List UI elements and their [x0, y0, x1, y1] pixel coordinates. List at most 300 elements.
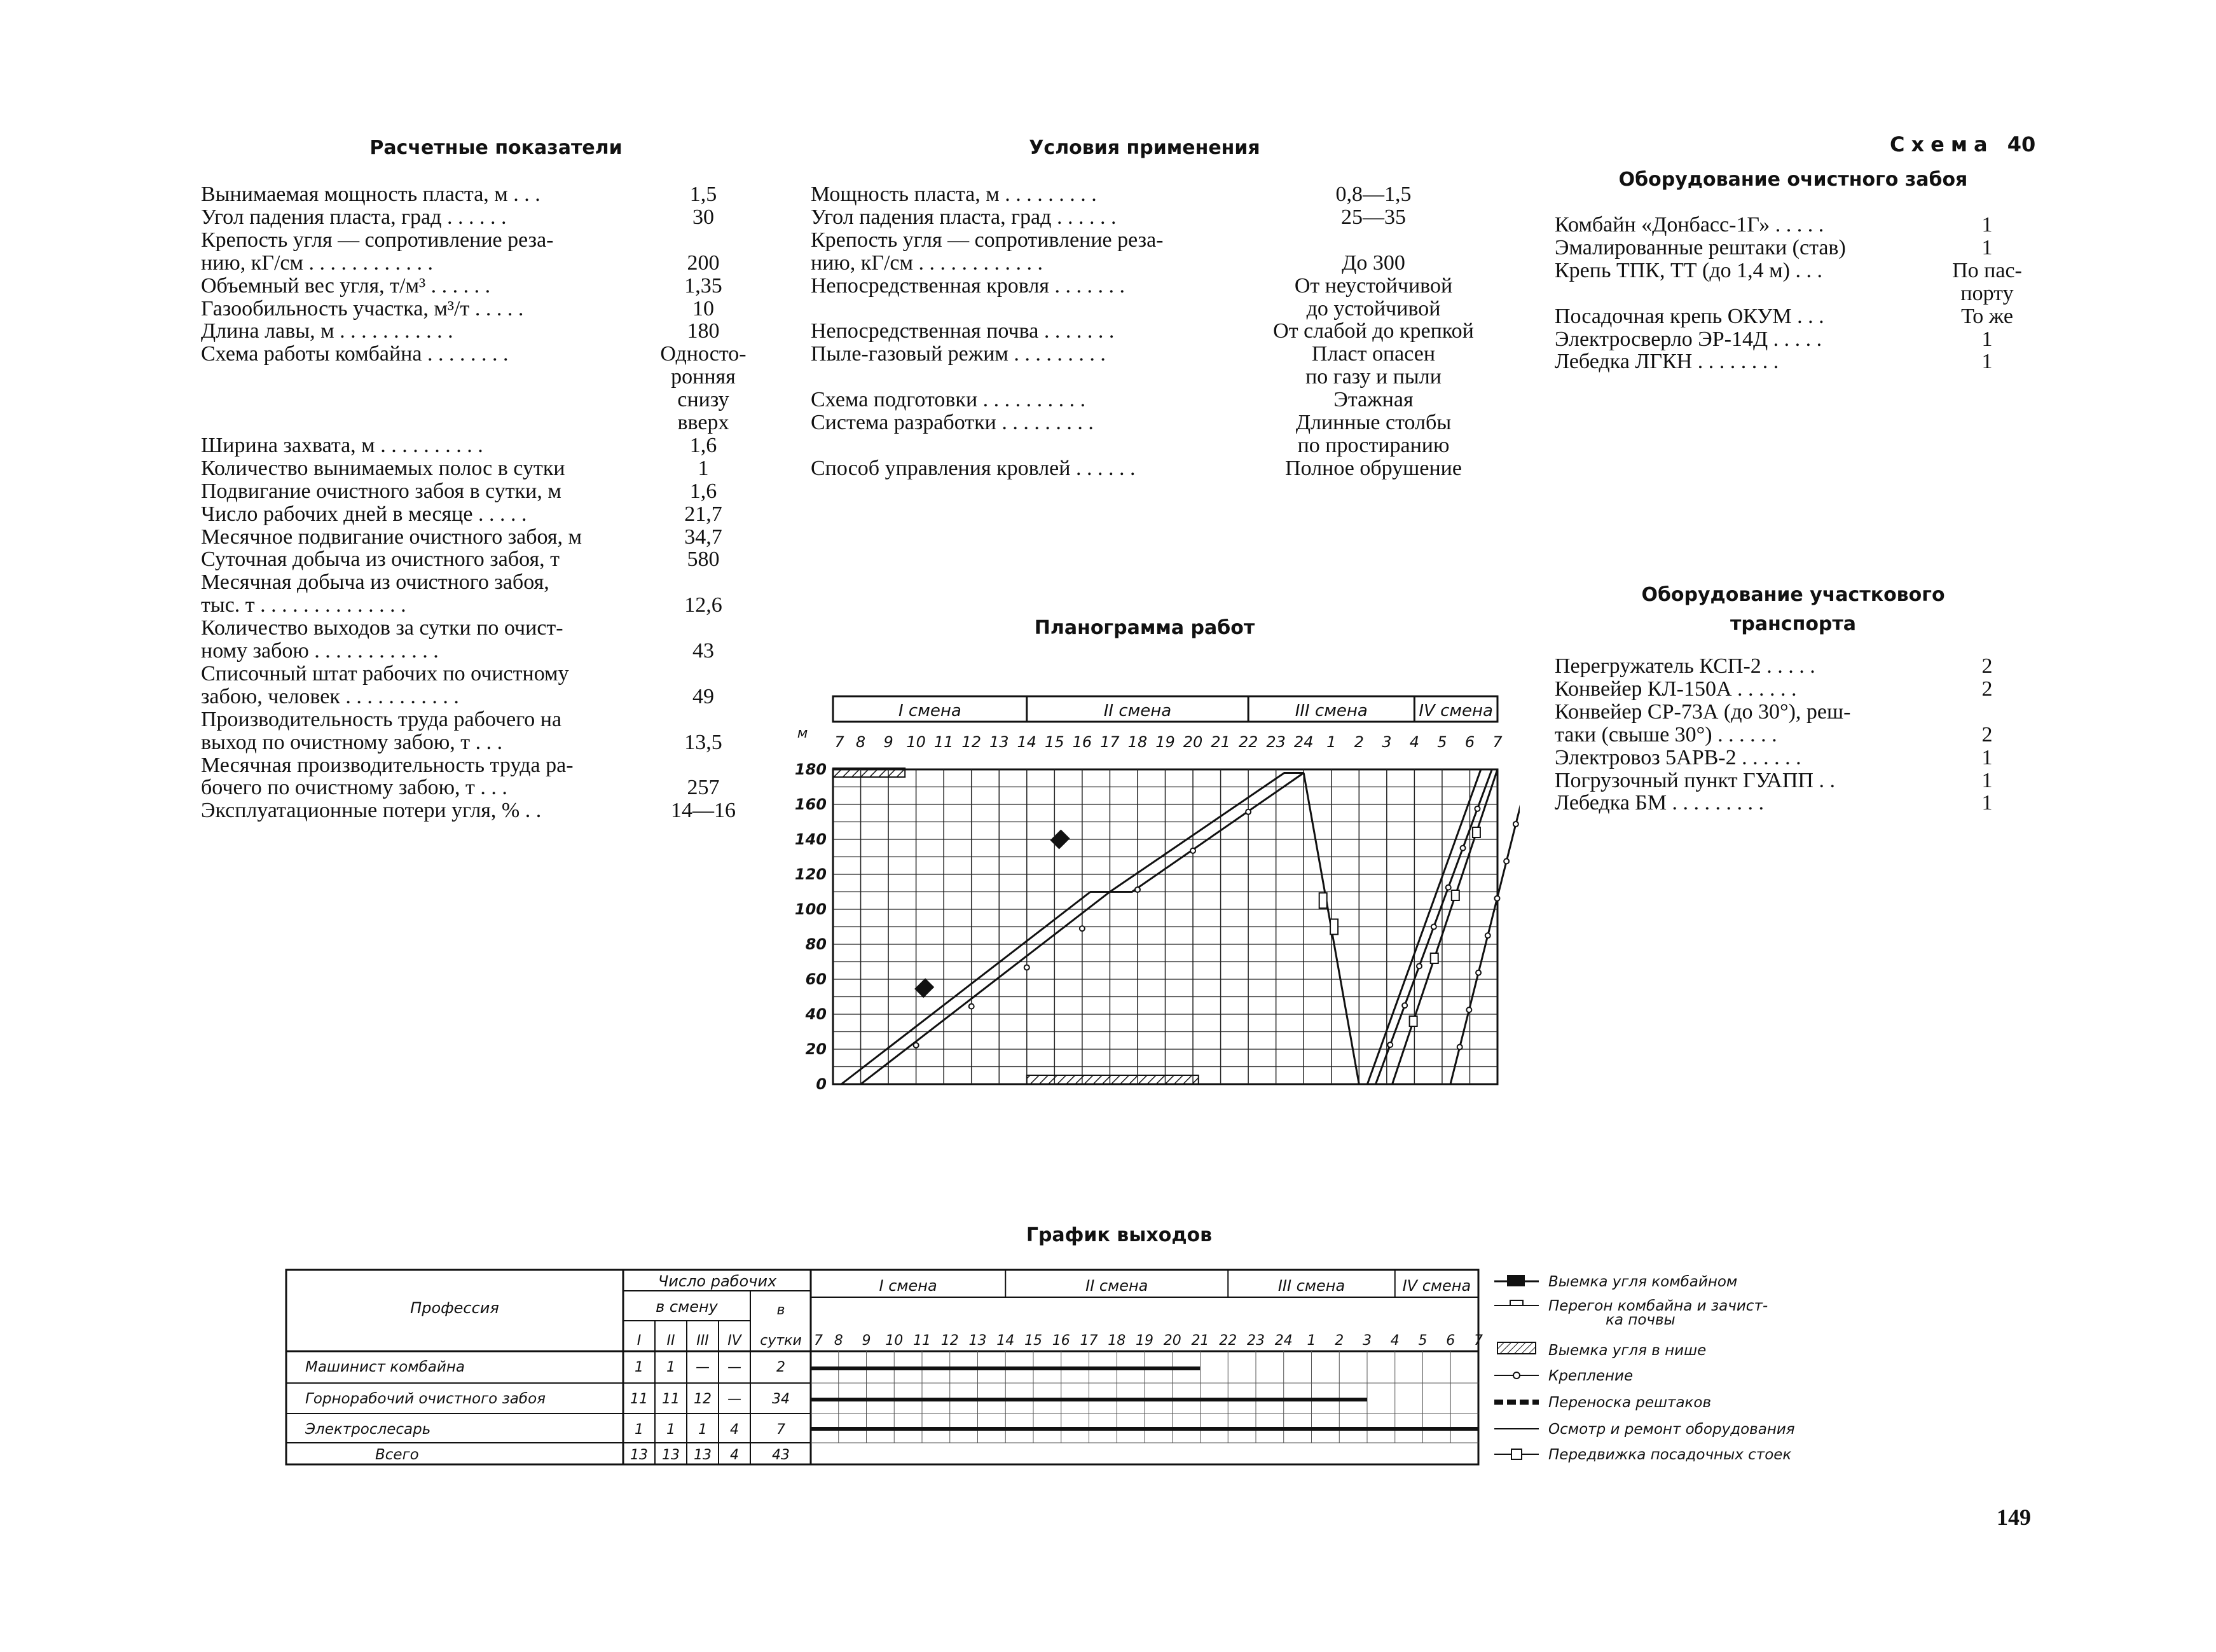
worker-count: 4: [730, 1447, 739, 1463]
hour-label: 7: [1492, 733, 1503, 751]
worker-count: 11: [630, 1391, 648, 1407]
table-row: [811, 206, 1497, 229]
support-marker: [1387, 1042, 1393, 1047]
worker-count: —: [727, 1391, 741, 1407]
row-label: Списочный штат рабочих по очистному: [201, 662, 569, 685]
row-value: 14—16: [671, 799, 736, 823]
shift-label: IV смена: [1402, 1277, 1471, 1295]
row-label: Производительность труда рабочего на: [201, 708, 562, 731]
hour-label: 12: [940, 1333, 959, 1349]
legend-label: Перегон комбайна и зачист-: [1548, 1298, 1768, 1314]
table-row: [1555, 701, 2038, 724]
row-value: 13,5: [684, 730, 722, 754]
row-value: 12,6: [684, 593, 722, 617]
hour-label: 13: [989, 733, 1009, 751]
table-row: [201, 731, 760, 754]
support-marker: [1485, 933, 1490, 938]
support-marker: [1080, 926, 1085, 931]
row-value: По пас-: [1952, 258, 2022, 282]
support-marker: [1402, 1003, 1407, 1008]
table-row: [201, 434, 760, 457]
worker-count: 1: [635, 1422, 643, 1438]
hour-label: 17: [1080, 1333, 1098, 1349]
row-label: Комбайн «Донбасс-1Г» . . . . .: [1555, 214, 1824, 237]
col-workers: Число рабочих: [657, 1272, 777, 1290]
niche-upper: [833, 768, 905, 777]
row-label: Объемный вес угля, т/м³ . . . . . .: [201, 274, 491, 298]
hour-label: 5: [1437, 733, 1447, 751]
row-value: 1: [1981, 213, 1993, 237]
hour-label: 21: [1211, 733, 1230, 751]
hour-label: 12: [961, 733, 981, 751]
row-label: Месячная производительность труда ра-: [201, 754, 574, 777]
hour-label: 11: [913, 1333, 931, 1349]
row-label: Крепость угля — сопротивление реза-: [201, 228, 554, 252]
support-marker: [1457, 1045, 1462, 1050]
table-row: [1555, 214, 2038, 237]
col-per-day: сутки: [760, 1333, 802, 1349]
hour-label: 6: [1446, 1333, 1456, 1349]
worker-count: —: [727, 1359, 741, 1375]
row-label: нию, кГ/см . . . . . . . . . . . .: [811, 251, 1043, 275]
shift-label: III смена: [1295, 701, 1368, 720]
support-marker: [1417, 963, 1422, 968]
row-value: То же: [1961, 304, 2013, 328]
row-label: забою, человек . . . . . . . . . . .: [201, 685, 459, 708]
table-row: [1555, 282, 2038, 305]
worker-count: 12: [694, 1391, 712, 1407]
row-label: Способ управления кровлей . . . . . .: [811, 457, 1136, 480]
row-label: Количество выходов за сутки по очист-: [201, 617, 563, 640]
table-row: [811, 252, 1497, 275]
row-label: Электровоз 5АРВ-2 . . . . . .: [1555, 746, 1801, 769]
support-marker: [1504, 858, 1509, 864]
table-row: [201, 183, 760, 206]
hour-label: 3: [1363, 1333, 1372, 1349]
row-label: Непосредственная почва . . . . . . .: [811, 320, 1115, 343]
y-tick-label: 120: [794, 865, 827, 883]
day-total: 43: [772, 1447, 790, 1463]
table-row: [811, 457, 1497, 480]
worker-count: 4: [730, 1422, 739, 1438]
table-row: [201, 411, 760, 434]
row-label: Посадочная крепь ОКУМ . . .: [1555, 305, 1824, 328]
hour-label: 13: [968, 1333, 987, 1349]
col-profession: Профессия: [410, 1299, 499, 1317]
hour-label: 18: [1127, 733, 1148, 751]
shift-label: I смена: [879, 1277, 937, 1295]
row-label: Газообильность участка, м³/т . . . . .: [201, 297, 524, 320]
profession-name: Машинист комбайна: [305, 1359, 465, 1375]
cond-table: [811, 183, 1497, 488]
hour-label: 2: [1354, 733, 1364, 751]
row-label: нию, кГ/см . . . . . . . . . . . .: [201, 251, 434, 275]
row-value: 1: [1981, 745, 1993, 769]
day-total: 34: [772, 1391, 790, 1407]
hour-label: 24: [1293, 733, 1314, 751]
worker-count: 13: [662, 1447, 680, 1463]
calc-title: Расчетные показатели: [369, 137, 623, 159]
series-line: [841, 773, 1304, 1085]
row-value: по газу и пыли: [1305, 365, 1442, 389]
prop-marker: [1410, 1016, 1417, 1026]
hour-label: 7: [834, 733, 844, 751]
table-row: [1555, 655, 2038, 678]
shift-label: I смена: [898, 701, 961, 720]
hour-label: 4: [1409, 733, 1420, 751]
table-row: [811, 183, 1497, 206]
col-per-shift: в смену: [656, 1298, 718, 1316]
table-row: [1555, 678, 2038, 701]
support-marker: [1024, 965, 1029, 970]
hour-label: 19: [1136, 1333, 1153, 1349]
profession-name: Электрослесарь: [305, 1421, 431, 1438]
row-label: Схема работы комбайна . . . . . . . .: [201, 343, 509, 366]
row-value: снизу: [677, 388, 729, 412]
table-row: [201, 320, 760, 343]
hour-label: 7: [1474, 1333, 1483, 1349]
hour-label: 22: [1238, 733, 1258, 751]
row-value: порту: [1960, 281, 2014, 305]
hour-label: 4: [1390, 1333, 1400, 1349]
hour-label: 10: [885, 1333, 904, 1349]
support-marker: [1461, 846, 1466, 851]
table-row: [811, 275, 1497, 298]
table-row: [201, 685, 760, 708]
row-label: Угол падения пласта, град . . . . . .: [811, 205, 1117, 229]
planogram-title: Планограмма работ: [1034, 617, 1255, 639]
support-marker: [1494, 896, 1499, 901]
hour-label: 24: [1274, 1333, 1293, 1349]
worker-count: 1: [666, 1422, 675, 1438]
calc-table: [201, 183, 760, 832]
worker-count: 1: [666, 1359, 675, 1375]
profession-name: Всего: [375, 1447, 419, 1463]
hour-label: 23: [1266, 733, 1286, 751]
hour-label: 8: [834, 1333, 843, 1349]
y-tick-label: 160: [794, 795, 827, 813]
hour-label: 21: [1191, 1333, 1209, 1349]
table-row: [201, 617, 760, 640]
hour-label: 11: [933, 733, 954, 751]
hour-label: 19: [1155, 733, 1175, 751]
hour-label: 6: [1464, 733, 1475, 751]
hour-label: 17: [1100, 733, 1120, 751]
row-label: Конвейер КЛ-150А . . . . . .: [1555, 677, 1797, 701]
hour-label: 9: [862, 1333, 871, 1349]
table-row: [811, 298, 1497, 320]
hour-label: 15: [1024, 1333, 1042, 1349]
legend-label: Переноска рештаков: [1548, 1394, 1712, 1411]
hour-label: 14: [1017, 733, 1037, 751]
hour-label: 18: [1108, 1333, 1126, 1349]
y-unit-label: м: [797, 726, 808, 741]
row-label: Погрузочный пункт ГУАПП . .: [1555, 769, 1835, 792]
row-value: до устойчивой: [1306, 296, 1441, 320]
row-label: Месячная добыча из очистного забоя,: [201, 571, 549, 595]
combine-mark: [1050, 829, 1070, 849]
row-value: 2: [1981, 722, 1993, 747]
table-row: [1555, 724, 2038, 747]
hour-label: 7: [814, 1333, 823, 1349]
transport-table: [1555, 655, 2038, 820]
worker-count: 13: [694, 1447, 712, 1463]
row-label: Эмалированные рештаки (став): [1555, 236, 1846, 259]
row-value: 10: [692, 296, 714, 320]
row-label: Число рабочих дней в месяце . . . . .: [201, 502, 527, 526]
combine-mark: [914, 978, 934, 998]
hour-label: 1: [1307, 1333, 1316, 1349]
row-value: 1: [698, 456, 709, 480]
row-value: До 300: [1342, 251, 1405, 275]
table-row: [201, 663, 760, 685]
hour-label: 23: [1247, 1333, 1265, 1349]
table-row: [201, 526, 760, 549]
table-row: [811, 366, 1497, 389]
table-row: [201, 298, 760, 320]
y-tick-label: 0: [816, 1075, 827, 1093]
row-value: Длинные столбы: [1295, 411, 1452, 434]
table-row: [201, 799, 760, 822]
hour-label: 20: [1183, 733, 1203, 751]
row-value: 1: [1981, 350, 1993, 374]
support-marker: [1513, 822, 1518, 827]
table-row: [201, 480, 760, 503]
row-value: 200: [687, 251, 720, 275]
hour-label: 16: [1052, 1333, 1070, 1349]
row-value: 21,7: [684, 502, 722, 526]
table-row: [1555, 328, 2038, 351]
table-row: [201, 366, 760, 389]
legend-label: Выемка угля в нише: [1548, 1342, 1707, 1359]
row-label: Электросверло ЭР-14Д . . . . .: [1555, 327, 1822, 351]
table-row: [1555, 769, 2038, 792]
row-label: Подвигание очистного забоя в сутки, м: [201, 479, 561, 503]
y-tick-label: 60: [805, 970, 827, 988]
hour-label: 3: [1382, 733, 1392, 751]
shift-col-label: III: [696, 1333, 709, 1349]
row-label: Вынимаемая мощность пласта, м . . .: [201, 183, 540, 206]
row-label: Угол падения пласта, град . . . . . .: [201, 205, 507, 229]
row-value: 2: [1981, 654, 1993, 678]
support-marker: [1431, 925, 1436, 930]
row-value: 0,8—1,5: [1335, 182, 1412, 206]
table-row: [201, 457, 760, 480]
support-marker: [1476, 970, 1481, 975]
row-value: Этажная: [1333, 388, 1414, 412]
support-marker: [1466, 1007, 1471, 1012]
schedule-title: График выходов: [1026, 1224, 1213, 1246]
row-label: Ширина захвата, м . . . . . . . . . .: [201, 434, 483, 457]
hour-label: 1: [1326, 733, 1337, 751]
row-label: Конвейер СР-73А (до 30°), реш-: [1555, 700, 1851, 724]
hour-label: 14: [996, 1333, 1015, 1349]
table-row: [201, 708, 760, 731]
row-value: 180: [687, 319, 720, 343]
table-row: [811, 229, 1497, 252]
schedule-table: [280, 1262, 1488, 1472]
hour-label: 9: [883, 733, 893, 751]
hour-label: 2: [1335, 1333, 1344, 1349]
table-row: [201, 389, 760, 411]
table-row: [201, 571, 760, 594]
planogram-chart: [788, 687, 1520, 1094]
row-value: 1: [1981, 327, 1993, 351]
y-tick-label: 100: [794, 900, 827, 918]
travel-mark: [1330, 919, 1338, 935]
row-label: Перегружатель КСП-2 . . . . .: [1555, 655, 1815, 678]
row-value: 25—35: [1341, 205, 1406, 229]
row-value: ронняя: [671, 365, 736, 389]
row-value: 1: [1981, 768, 1993, 792]
scheme-word: Схема: [1890, 132, 1994, 156]
row-value: вверх: [677, 411, 729, 434]
worker-count: 13: [630, 1447, 648, 1463]
profession-name: Горнорабочий очистного забоя: [305, 1391, 546, 1407]
legend-sym-props: [1511, 1449, 1522, 1459]
row-value: 580: [687, 547, 720, 572]
row-label: бочего по очистному забою, т . . .: [201, 776, 507, 800]
y-tick-label: 140: [794, 830, 827, 848]
row-value: Пласт опасен: [1311, 342, 1436, 366]
row-value: 1: [1981, 235, 1993, 259]
row-label: Количество вынимаемых полос в сутки: [201, 457, 565, 480]
niche-lower: [1027, 1075, 1199, 1084]
table-row: [201, 503, 760, 526]
table-row: [811, 411, 1497, 434]
transport-title-line2: транспорта: [1730, 613, 1857, 635]
row-label: Мощность пласта, м . . . . . . . . .: [811, 183, 1097, 206]
shift-col-label: II: [666, 1333, 675, 1349]
table-row: [201, 640, 760, 663]
row-label: Суточная добыча из очистного забоя, т: [201, 548, 560, 572]
table-row: [201, 206, 760, 229]
row-label: Месячное подвигание очистного забоя, м: [201, 525, 582, 549]
legend-label: Передвижка посадочных стоек: [1548, 1447, 1792, 1463]
legend-label: Выемка угля комбайном: [1548, 1274, 1738, 1290]
support-marker: [1190, 848, 1195, 853]
table-row: [201, 548, 760, 571]
face-equipment-title: Оборудование очистного забоя: [1618, 169, 1968, 191]
shift-col-label: I: [637, 1333, 642, 1349]
row-value: 257: [687, 776, 720, 800]
table-row: [811, 389, 1497, 411]
table-row: [1555, 237, 2038, 259]
prop-marker: [1431, 953, 1438, 963]
row-value: 49: [692, 684, 714, 708]
legend-label: ка почвы: [1606, 1312, 1676, 1328]
legend-sym-travel: [1510, 1300, 1523, 1305]
support-marker: [1446, 885, 1451, 890]
support-marker: [1475, 806, 1480, 811]
row-value: 30: [692, 205, 714, 229]
shift-label: IV смена: [1419, 701, 1493, 720]
table-row: [1555, 259, 2038, 282]
table-row: [201, 754, 760, 777]
table-row: [1555, 350, 2038, 373]
legend: [1491, 1269, 1885, 1478]
row-value: 2: [1981, 677, 1993, 701]
row-label: Лебедка ЛГКН . . . . . . . .: [1555, 350, 1779, 374]
face-equipment-table: [1555, 214, 2038, 379]
row-value: 1: [1981, 791, 1993, 815]
row-label: тыс. т . . . . . . . . . . . . . .: [201, 594, 406, 617]
hour-label: 16: [1072, 733, 1092, 751]
row-value: по простиранию: [1297, 433, 1450, 457]
row-label: выход по очистному забою, т . . .: [201, 731, 503, 754]
row-label: Длина лавы, м . . . . . . . . . . .: [201, 320, 453, 343]
cond-title: Условия применения: [1029, 137, 1260, 159]
y-tick-label: 80: [805, 935, 827, 953]
shift-col-label: IV: [727, 1333, 741, 1349]
table-row: [201, 252, 760, 275]
hour-label: 20: [1163, 1333, 1181, 1349]
table-row: [1555, 747, 2038, 769]
col-per-day: в: [776, 1302, 785, 1318]
row-label: Система разработки . . . . . . . . .: [811, 411, 1094, 434]
row-value: Полное обрушение: [1285, 456, 1462, 480]
row-value: Односто-: [660, 342, 747, 366]
worker-count: —: [696, 1359, 710, 1375]
legend-sym-niche: [1497, 1342, 1536, 1354]
row-value: От неустойчивой: [1294, 273, 1453, 298]
travel-mark: [1319, 893, 1327, 908]
support-marker: [914, 1043, 919, 1048]
legend-sym-support: [1513, 1372, 1520, 1379]
prop-marker: [1473, 827, 1480, 837]
table-row: [1555, 305, 2038, 328]
y-tick-label: 20: [805, 1040, 827, 1058]
transport-title: [1539, 581, 2047, 639]
row-value: 1,6: [689, 479, 717, 503]
hour-label: 22: [1219, 1333, 1237, 1349]
shift-label: II смена: [1103, 701, 1172, 720]
transport-title-line1: Оборудование участкового: [1641, 584, 1945, 606]
row-label: Лебедка БМ . . . . . . . . .: [1555, 792, 1765, 815]
shift-label: III смена: [1277, 1277, 1345, 1295]
table-row: [811, 343, 1497, 366]
day-total: 7: [776, 1422, 785, 1438]
table-row: [201, 594, 760, 617]
table-row: [201, 343, 760, 366]
support-marker: [969, 1004, 974, 1009]
prop-marker: [1452, 890, 1459, 900]
shift-label: II смена: [1085, 1277, 1148, 1295]
legend-label: Крепление: [1548, 1368, 1634, 1384]
row-value: 43: [692, 639, 714, 663]
table-row: [201, 776, 760, 799]
y-tick-label: 180: [794, 761, 827, 778]
support-marker: [1246, 809, 1251, 815]
scheme-number: 40: [2007, 132, 2036, 156]
worker-count: 1: [635, 1359, 643, 1375]
row-label: Непосредственная кровля . . . . . . .: [811, 274, 1125, 298]
row-label: Эксплуатационные потери угля, % . .: [201, 799, 542, 823]
table-row: [1555, 792, 2038, 815]
legend-sym-combine: [1507, 1275, 1525, 1286]
row-label: Пыле-газовый режим . . . . . . . . .: [811, 343, 1106, 366]
day-total: 2: [776, 1359, 785, 1375]
hour-label: 15: [1045, 733, 1064, 751]
hour-label: 5: [1418, 1333, 1428, 1349]
y-tick-label: 40: [805, 1005, 827, 1023]
table-row: [201, 229, 760, 252]
worker-count: 1: [698, 1422, 707, 1438]
row-value: 34,7: [684, 525, 722, 549]
legend-label: Осмотр и ремонт оборудования: [1548, 1421, 1795, 1438]
hour-label: 10: [906, 733, 926, 751]
support-marker: [1135, 887, 1140, 892]
